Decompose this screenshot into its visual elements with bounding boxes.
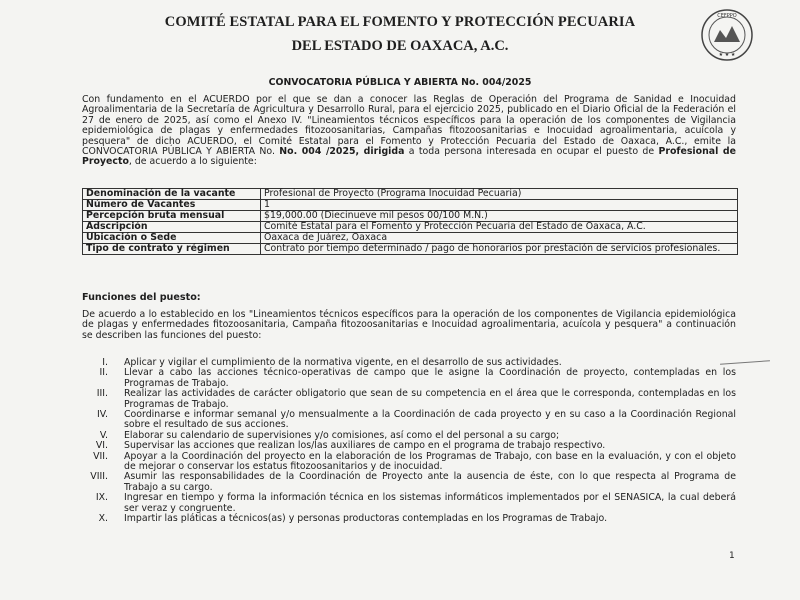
intro-text-e: , de acuerdo a lo siguiente:: [128, 156, 257, 168]
item-number: V.: [99, 429, 108, 441]
row-label: Adscripción: [83, 222, 261, 233]
list-item: [82, 493, 736, 514]
item-text: Supervisar las acciones que realizan los/las auxiliares de campo en el programa de trabajo respectivo.: [124, 440, 606, 452]
row-label: Percepción bruta mensual: [83, 211, 261, 222]
item-text: Elaborar su calendario de supervisiones y/o comisiones, así como el del personal a su cargo;: [124, 429, 560, 441]
functions-list: [82, 358, 736, 525]
list-item: [82, 514, 736, 524]
item-text: Asumir las responsabilidades de la Coordinación de Proyecto ante la ausencia de éste, con lo que respecta al Programa de Trabajo a su cargo.: [124, 471, 736, 493]
functions-heading: Funciones del puesto:: [82, 292, 201, 303]
page-number: 1: [729, 551, 735, 561]
row-label: Tipo de contrato y régimen: [83, 244, 261, 255]
svg-text:CEFPPO: CEFPPO: [717, 13, 737, 19]
header-org-name: COMITÉ ESTATAL PARA EL FOMENTO Y PROTECCIÓN PECUARIA: [164, 14, 636, 30]
row-value: 1: [261, 200, 738, 211]
item-text: Aplicar y vigilar el cumplimiento de la normativa vigente, en el desarrollo de sus actividades.: [124, 357, 562, 368]
row-value: Profesional de Proyecto (Programa Inocuidad Pecuaria): [261, 189, 738, 200]
list-item: [82, 452, 736, 473]
list-item: [82, 389, 736, 410]
list-item: [82, 368, 736, 389]
item-text: Coordinarse e informar semanal y/o mensualmente a la Coordinación de cada proyecto y en su caso a la Coordinación Regional sobre el resultado de sus acciones.: [124, 409, 736, 431]
vacancy-table: [82, 188, 738, 255]
table-row: [83, 200, 738, 211]
row-label: Número de Vacantes: [83, 200, 261, 211]
item-text: Realizar las actividades de carácter obligatorio que sean de su competencia en el área que le corresponda, contempladas en los Programas de Trabajo.: [124, 388, 736, 410]
intro-text-a: Con fundamento en el ACUERDO por el que se dan a conocer las Reglas de Operación del Programa de Sanidad e Inocuidad Agroalimentaria de la Secretaría de Agricultura y Desarrollo Rural, para el ejercicio 2025, publicado en el Diario Oficial de la Federación el 27 de enero de 2025, así como el Anexo IV. "Lineamientos técnicos específicos para la operación de los componentes de Vigilancia epidemiológica de plagas y enfermedades fitozoosanitarias, Campañas fitozoosanitarias e Inocuidad agroalimentaria, acuícola y pesquera" de dicho ACUERDO, el Comité Estatal para el Fomento y Protección Pecuaria del Estado de Oaxaca, A.C., emite la CONVOCATORIA PÚBLICA Y ABIERTA No.: [82, 94, 736, 158]
row-label: Denominación de la vacante: [83, 189, 261, 200]
convocatoria-title: CONVOCATORIA PÚBLICA Y ABIERTA No. 004/2025: [268, 77, 532, 88]
item-number: VIII.: [90, 471, 108, 483]
functions-intro: De acuerdo a lo establecido en los "Lineamientos técnicos específicos para la operación de los componentes de Vigilancia epidemiológica de plagas y enfermedades fitozoosanitaria, Campaña fitozoosanitarias e Inocuidad agroalimentaria, acuícola y pesquera" a continuación se describen las funciones del puesto:: [82, 309, 736, 341]
row-value: $19,000.00 (Diecinueve mil pesos 00/100 M.N.): [261, 211, 738, 222]
item-number: I.: [102, 357, 108, 368]
item-number: IX.: [95, 492, 108, 504]
header-org-state: DEL ESTADO DE OAXACA, A.C.: [291, 38, 509, 54]
intro-bold-position: Profesional de Proyecto: [82, 146, 737, 168]
item-number: IV.: [97, 409, 108, 421]
item-text: Llevar a cabo las acciones técnico-operativas de campo que le asigne la Coordinación de proyecto, contempladas en los Programas de Trabajo.: [124, 367, 736, 389]
table-row: [83, 244, 738, 255]
intro-text-c: a toda persona interesada en ocupar el puesto de: [404, 146, 659, 158]
item-number: III.: [96, 388, 108, 400]
table-row: [83, 211, 738, 222]
table-row: [83, 233, 738, 244]
item-number: VI.: [95, 440, 108, 452]
table-row: [83, 189, 738, 200]
item-number: II.: [99, 367, 108, 379]
item-number: VII.: [93, 450, 108, 462]
item-text: Impartir las pláticas a técnicos(as) y personas productoras contempladas en los Programas de Trabajo.: [124, 513, 608, 525]
row-value: Comité Estatal para el Fomento y Protección Pecuaria del Estado de Oaxaca, A.C.: [261, 222, 738, 233]
intro-paragraph: [82, 95, 736, 168]
svg-text:★ ★ ★: ★ ★ ★: [718, 52, 736, 58]
organization-logo: [700, 8, 754, 62]
item-text: Apoyar a la Coordinación del proyecto en la elaboración de los Programas de Trabajo, con base en la evaluación, y con el objeto de mejorar o conservar los estatus fitozoosanitarios y de inocuidad.: [124, 450, 736, 473]
intro-bold-number: No. 004 /2025, dirigida: [279, 146, 405, 158]
table-row: [83, 222, 738, 233]
item-text: Ingresar en tiempo y forma la información técnica en los sistemas informáticos implementados por el SENASICA, la cual deberá ser veraz y congruente.: [124, 492, 736, 514]
row-value: Oaxaca de Juárez, Oaxaca: [261, 233, 738, 244]
row-label: Ubicación o Sede: [83, 233, 261, 244]
list-item: [82, 472, 736, 493]
list-item: [82, 410, 736, 431]
item-number: X.: [98, 513, 108, 525]
row-value: Contrato por tiempo determinado / pago de honorarios por prestación de servicios profesionales.: [261, 244, 738, 255]
